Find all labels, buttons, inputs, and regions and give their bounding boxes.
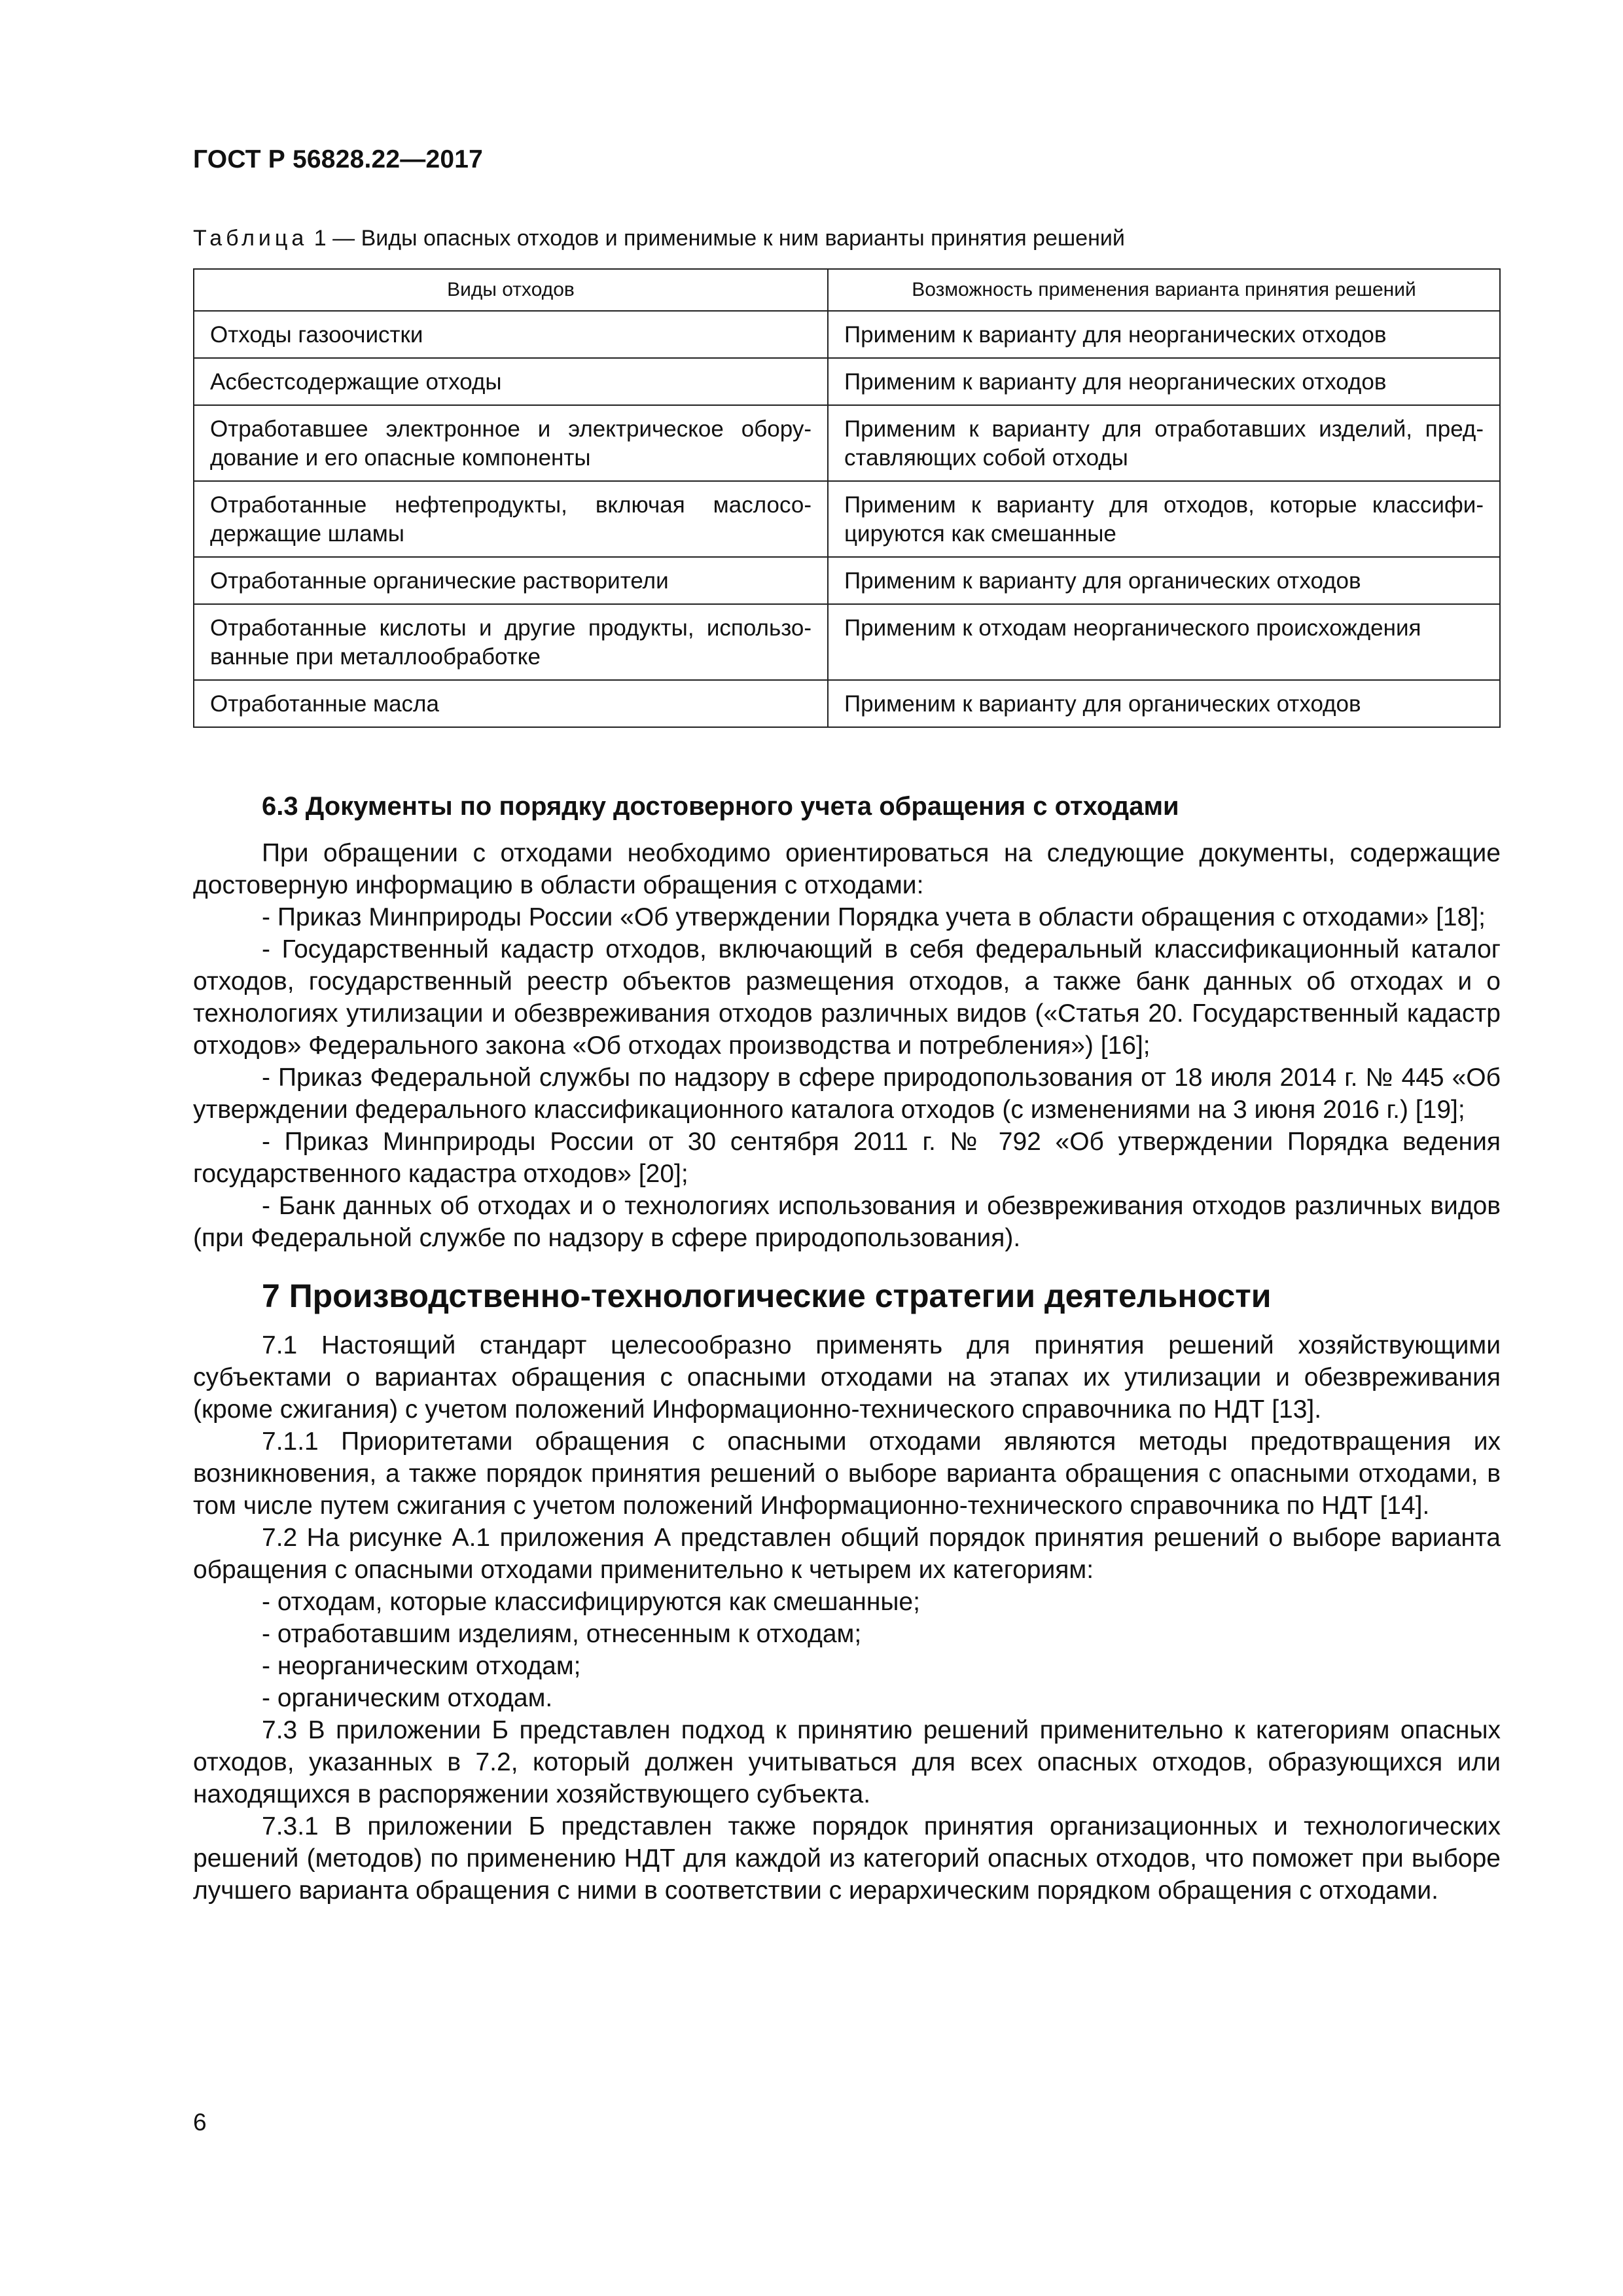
category-list-item: - отработавшим изделиям, отнесенным к отходам; xyxy=(262,1620,862,1648)
applicability-cell: Применим к варианту для неорганических отходов xyxy=(828,358,1500,405)
waste-type-cell: Отработанные нефтепродукты, включая маслосо-держащие шламы xyxy=(194,481,828,557)
document-list-item: - Государственный кадастр отходов, включающий в себя федеральный классификационный каталог отходов, государственный реестр объектов размещения отходов, а также банк данных об отходах и о технологиях утилизации и обезвреживания отходов различных видов («Статья 20. Государственный кадастр отходов» Федерального закона «Об отходах производства и потребления») [16]; xyxy=(193,935,1501,1060)
section-6-3-heading: 6.3 Документы по порядку достоверного учета обращения с отходами xyxy=(262,792,1179,821)
document-page xyxy=(193,0,1501,2296)
waste-type-cell: Отработанные масла xyxy=(194,680,828,727)
table-row xyxy=(194,358,1500,405)
paragraph-7-3-1: 7.3.1 В приложении Б представлен также порядок принятия организационных и технологических решений (методов) по применению НДТ для каждой из категорий опасных отходов, что поможет при выборе лучшего варианта обращения с ними в соответствии с иерархическим порядком обращения с отходами. xyxy=(193,1812,1501,1905)
waste-type-cell: Асбестсодержащие отходы xyxy=(194,358,828,405)
waste-type-cell: Отработанные кислоты и другие продукты, использо-ванные при металлообработке xyxy=(194,604,828,680)
section-6-3-intro: При обращении с отходами необходимо ориентироваться на следующие документы, содержащие достоверную информацию в области обращения с отходами: xyxy=(193,839,1501,899)
page-number: 6 xyxy=(193,2109,207,2136)
applicability-cell: Применим к варианту для отходов, которые классифи-цируются как смешанные xyxy=(828,481,1500,557)
table-row xyxy=(194,481,1500,557)
applicability-cell: Применим к отходам неорганического происхождения xyxy=(828,604,1500,680)
table-row xyxy=(194,405,1500,481)
paragraph-7-1: 7.1 Настоящий стандарт целесообразно применять для принятия решений хозяйствующими субъектами о вариантах обращения с опасными отходами на этапах их утилизации и обезвреживания (кроме сжигания) с учетом положений Информационно-технического справочника по НДТ [13]. xyxy=(193,1331,1501,1424)
document-list-item: - Приказ Федеральной службы по надзору в сфере природопользования от 18 июля 2014 г. № 445 «Об утверждении федерального классификационного каталога отходов (с изменениями на 3 июня 2016 г.) [19]; xyxy=(193,1064,1501,1124)
table-caption xyxy=(193,226,1125,251)
applicability-cell: Применим к варианту для отработавших изделий, пред-ставляющих собой отходы xyxy=(828,405,1500,481)
table-caption-label: Таблица xyxy=(193,226,308,251)
paragraph-7-1-1: 7.1.1 Приоритетами обращения с опасными отходами являются методы предотвращения их возникновения, а также порядок принятия решений о выборе варианта обращения с опасными отходами, в том числе путем сжигания с учетом положений Информационно-технического справочника по НДТ [14]. xyxy=(193,1427,1501,1520)
category-list-item: - органическим отходам. xyxy=(262,1684,553,1712)
document-list-item: - Банк данных об отходах и о технологиях использования и обезвреживания отходов различных видов (при Федеральной службе по надзору в сфере природопользования). xyxy=(193,1192,1501,1252)
applicability-cell: Применим к варианту для органических отходов xyxy=(828,680,1500,727)
table-row xyxy=(194,311,1500,358)
paragraph-7-3: 7.3 В приложении Б представлен подход к принятию решений применительно к категориям опасных отходов, указанных в 7.2, который должен учитываться для всех опасных отходов, образующихся или находящихся в распоряжении хозяйствующего субъекта. xyxy=(193,1716,1501,1808)
waste-type-cell: Отработавшее электронное и электрическое обору-дование и его опасные компоненты xyxy=(194,405,828,481)
document-header: ГОСТ Р 56828.22—2017 xyxy=(193,145,484,173)
document-list-item: - Приказ Минприроды России «Об утверждении Порядка учета в области обращения с отходами» [18]; xyxy=(262,903,1486,931)
table-caption-text: 1 — Виды опасных отходов и применимые к ним варианты принятия решений xyxy=(313,226,1125,251)
waste-type-cell: Отработанные органические растворители xyxy=(194,557,828,604)
applicability-cell: Применим к варианту для органических отходов xyxy=(828,557,1500,604)
table-row xyxy=(194,680,1500,727)
table-row xyxy=(194,557,1500,604)
category-list-item: - отходам, которые классифицируются как смешанные; xyxy=(262,1588,920,1616)
table-header-row xyxy=(194,269,1500,311)
section-6-3 xyxy=(193,791,1501,1907)
waste-type-cell: Отходы газоочистки xyxy=(194,311,828,358)
paragraph-7-2: 7.2 На рисунке А.1 приложения А представлен общий порядок принятия решений о выборе варианта обращения с опасными отходами применительно к четырем их категориям: xyxy=(193,1524,1501,1584)
category-list-item: - неорганическим отходам; xyxy=(262,1652,581,1680)
table-row xyxy=(194,604,1500,680)
document-list-item: - Приказ Минприроды России от 30 сентября 2011 г. № 792 «Об утверждении Порядка ведения государственного кадастра отходов» [20]; xyxy=(193,1128,1501,1188)
column-header-waste-type: Виды отходов xyxy=(194,269,828,311)
section-7-heading: 7 Производственно-технологические стратегии деятельности xyxy=(262,1278,1272,1314)
waste-table xyxy=(193,268,1501,728)
applicability-cell: Применим к варианту для неорганических отходов xyxy=(828,311,1500,358)
column-header-applicability: Возможность применения варианта принятия решений xyxy=(828,269,1500,311)
